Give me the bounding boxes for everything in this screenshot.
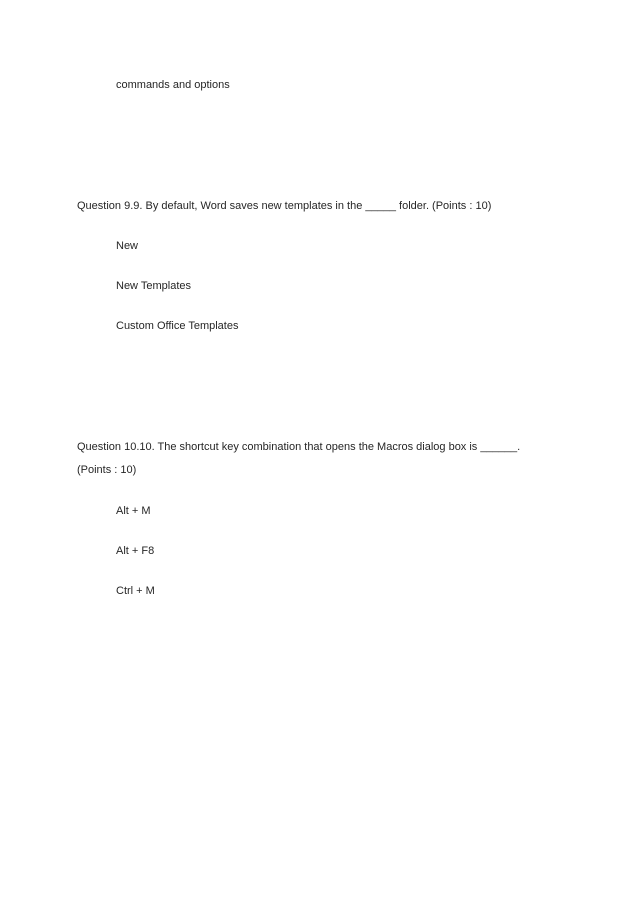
question-10-option-1: Alt + M (116, 505, 151, 517)
option-continued: commands and options (116, 79, 230, 91)
question-10-text-line1: Question 10.10. The shortcut key combination that opens the Macros dialog box is ______. (77, 441, 521, 453)
question-10-option-2: Alt + F8 (116, 545, 155, 557)
question-9-text: Question 9.9. By default, Word saves new templates in the _____ folder. (Points : 10) (77, 200, 492, 212)
question-10-text-line2: (Points : 10) (77, 464, 137, 476)
question-9-option-2: New Templates (116, 280, 191, 292)
question-10-option-3: Ctrl + M (116, 585, 155, 597)
question-9-option-1: New (116, 240, 139, 252)
question-9-option-3: Custom Office Templates (116, 320, 239, 332)
